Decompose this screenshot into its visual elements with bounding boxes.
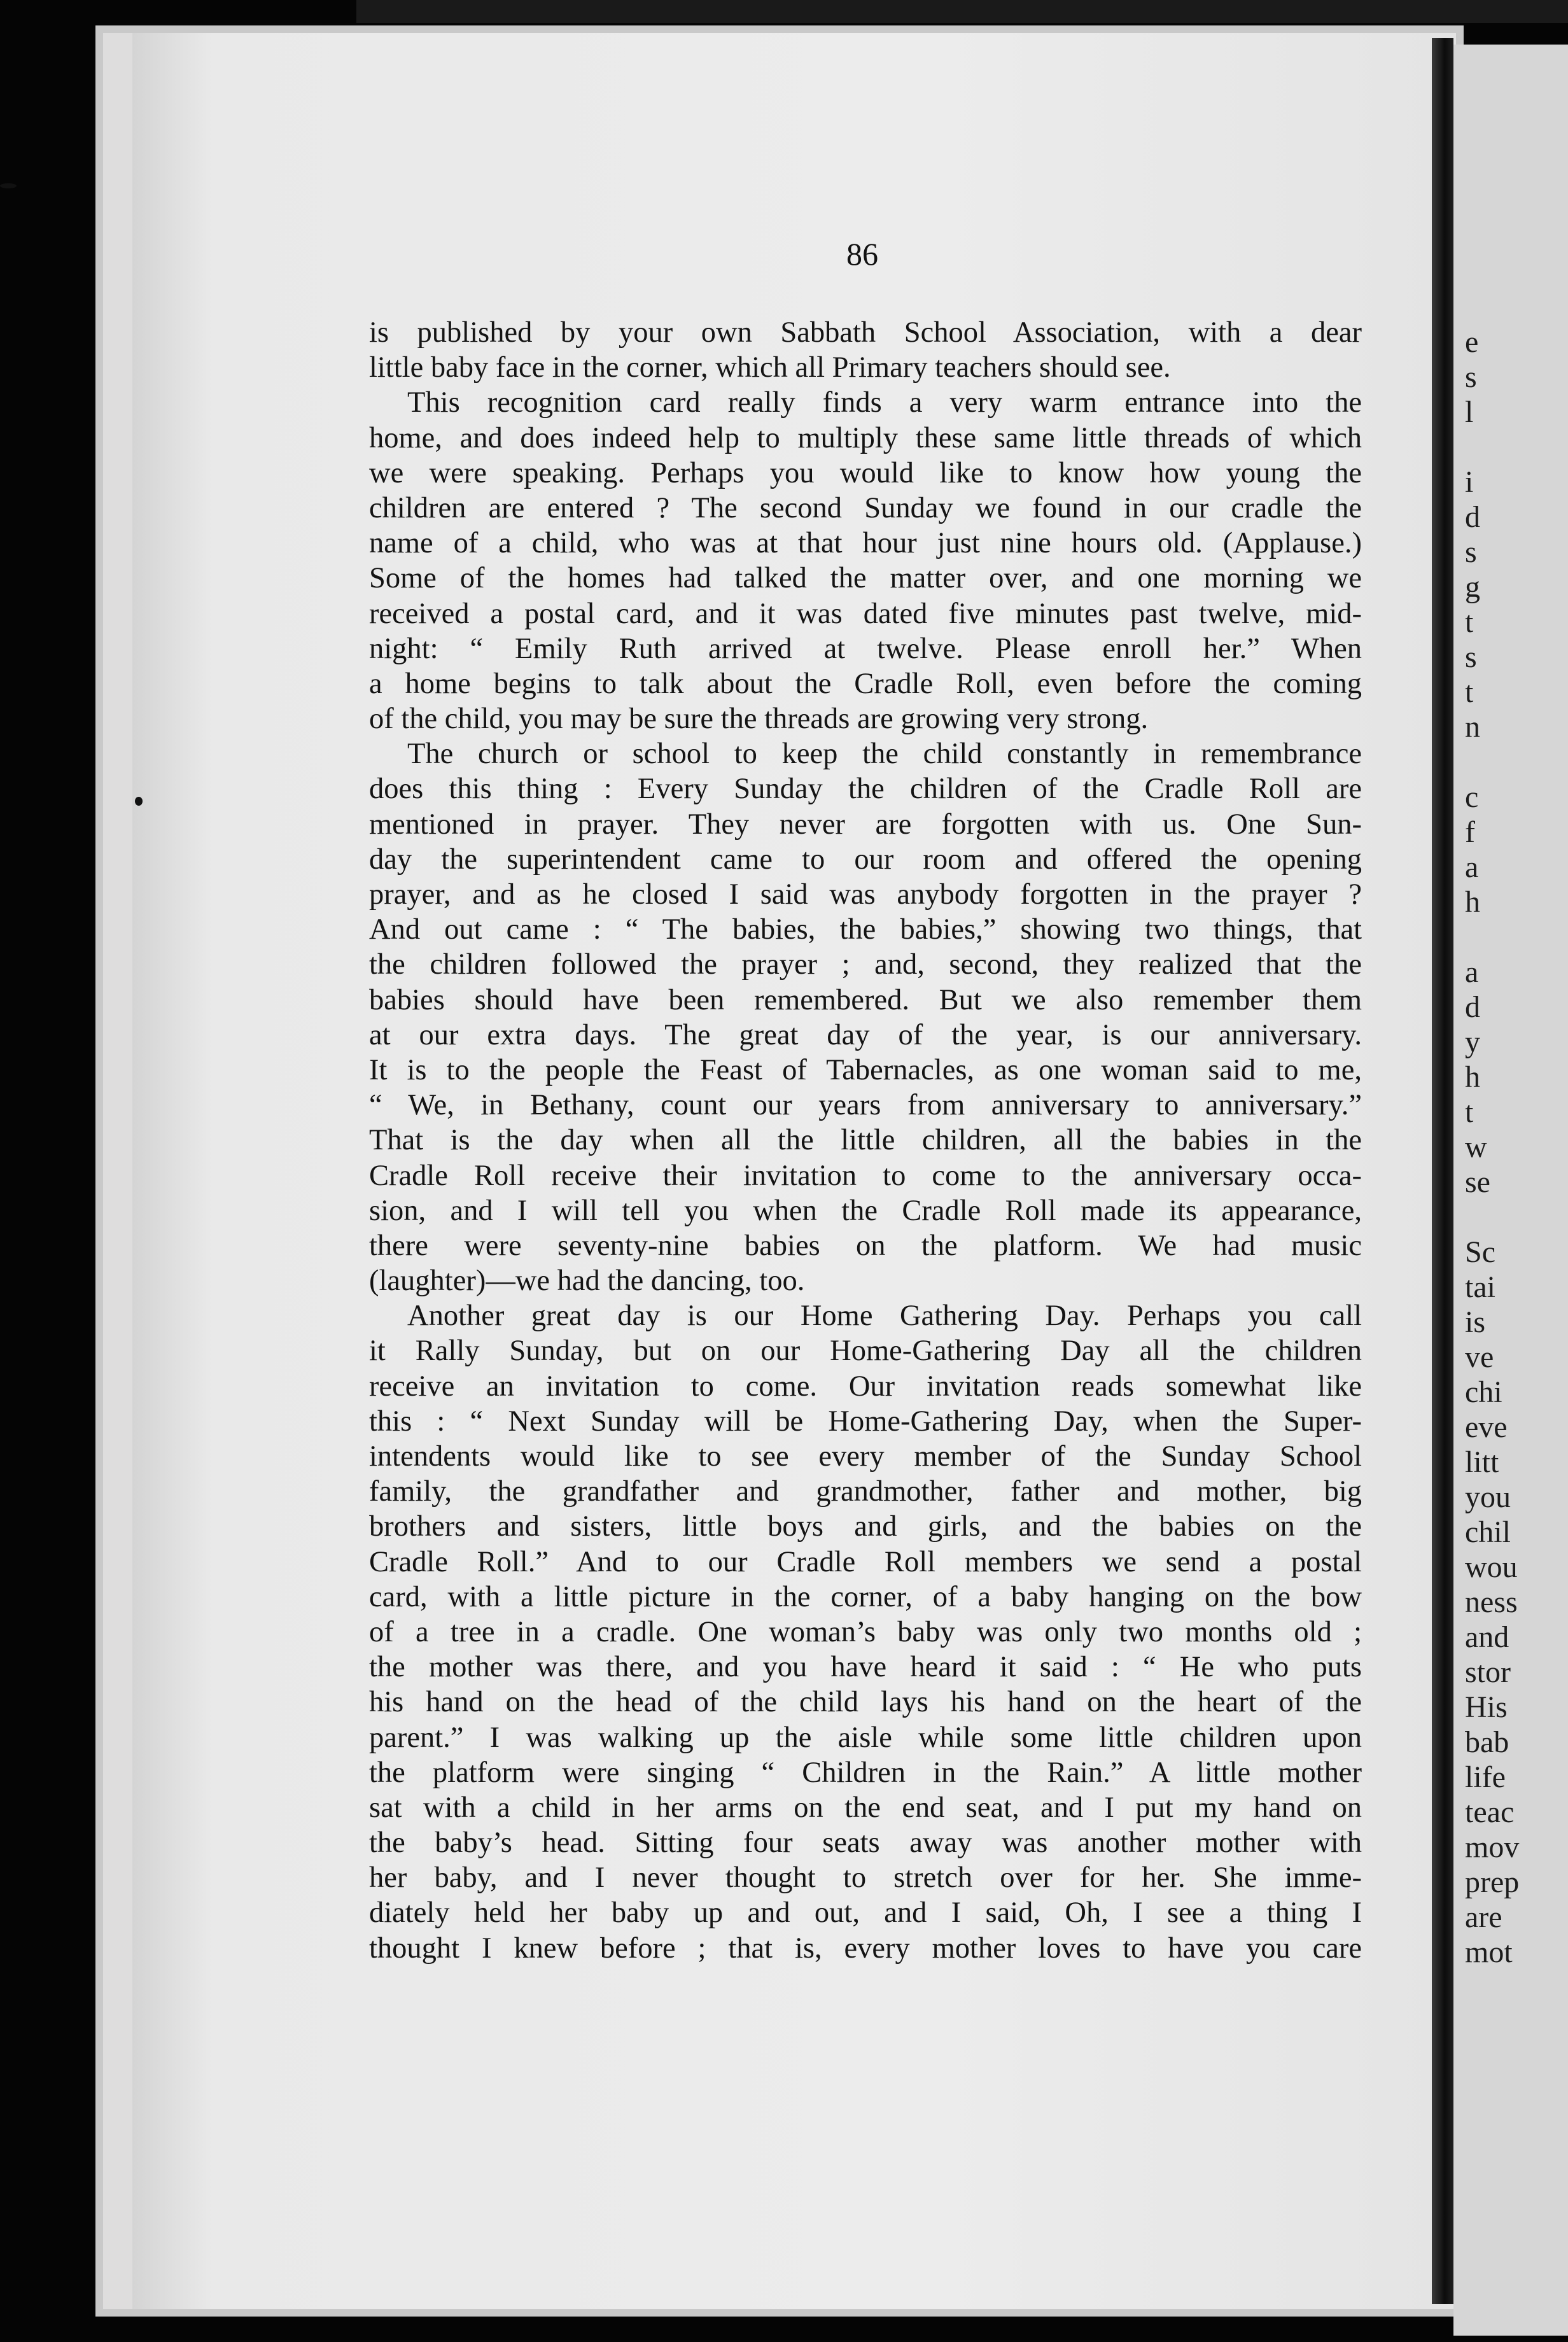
text-line: brothers and sisters, little boys and girls, and the babies on the xyxy=(369,1510,1362,1543)
fragment-line: bab xyxy=(1465,1725,1509,1759)
fragment-line: t xyxy=(1465,1095,1474,1129)
text-line: (laughter)—we had the dancing, too. xyxy=(369,1265,805,1298)
fragment-line: y xyxy=(1465,1025,1480,1059)
fragment-line: d xyxy=(1465,990,1480,1024)
fragment-line: eve xyxy=(1465,1410,1508,1444)
fragment-line: a xyxy=(1465,955,1479,989)
fragment-line: litt xyxy=(1465,1445,1499,1479)
body-text xyxy=(369,315,1362,1966)
fragment-line: f xyxy=(1465,815,1475,849)
text-line: Cradle Roll receive their invitation to come to the anniversary occa- xyxy=(369,1159,1362,1192)
fragment-line: s xyxy=(1465,360,1477,394)
text-line: sion, and I will tell you when the Cradle Roll made its appearance, xyxy=(369,1194,1362,1227)
fragment-line: h xyxy=(1465,885,1480,919)
text-line: the children followed the prayer ; and, second, they realized that the xyxy=(369,948,1362,981)
text-line: this : “ Next Sunday will be Home-Gathering Day, when the Super- xyxy=(369,1405,1362,1438)
fragment-line: w xyxy=(1465,1130,1487,1164)
fragment-line: mot xyxy=(1465,1935,1513,1969)
fragment-line: t xyxy=(1465,675,1474,709)
text-line: of a tree in a cradle. One woman’s baby was only two months old ; xyxy=(369,1615,1362,1648)
text-line: his hand on the head of the child lays his hand on the heart of the xyxy=(369,1686,1362,1719)
text-line: children are entered ? The second Sunday we found in our cradle the xyxy=(369,491,1362,524)
fragment-line: prep xyxy=(1465,1865,1520,1899)
fragment-line: n xyxy=(1465,710,1480,744)
fragment-line: tai xyxy=(1465,1270,1495,1304)
text-line: home, and does indeed help to multiply these same little threads of which xyxy=(369,421,1362,454)
fragment-line: teac xyxy=(1465,1795,1515,1829)
text-line: the mother was there, and you have heard it said : “ He who puts xyxy=(369,1651,1362,1684)
text-line: it Rally Sunday, but on our Home-Gathering Day all the children xyxy=(369,1335,1362,1368)
text-line: we were speaking. Perhaps you would like to know how young the xyxy=(369,456,1362,489)
text-line: babies should have been remembered. But we also remember them xyxy=(369,983,1362,1016)
text-line: That is the day when all the little children, all the babies in the xyxy=(369,1124,1362,1157)
scan-speck xyxy=(135,797,143,806)
fragment-line: life xyxy=(1465,1760,1506,1794)
fragment-line: you xyxy=(1465,1480,1511,1514)
book-gutter xyxy=(1432,38,1453,2304)
fragment-line: g xyxy=(1465,570,1480,604)
fragment-line: a xyxy=(1465,850,1479,884)
fragment-line: s xyxy=(1465,640,1477,674)
text-line: there were seventy-nine babies on the platform. We had music xyxy=(369,1229,1362,1262)
text-line: of the child, you may be sure the threads are growing very strong. xyxy=(369,703,1149,736)
fragment-line: c xyxy=(1465,780,1479,814)
text-line: does this thing : Every Sunday the children of the Cradle Roll are xyxy=(369,773,1362,806)
text-line: a home begins to talk about the Cradle Roll, even before the coming xyxy=(369,667,1362,700)
text-line: card, with a little picture in the corner, of a baby hanging on the bow xyxy=(369,1580,1362,1613)
text-line: the baby’s head. Sitting four seats away was another mother with xyxy=(369,1827,1362,1860)
scan-speck xyxy=(0,183,17,188)
text-line: mentioned in prayer. They never are forgotten with us. One Sun- xyxy=(369,808,1362,841)
fragment-line: d xyxy=(1465,500,1480,534)
text-line: intendents would like to see every member of the Sunday School xyxy=(369,1440,1362,1473)
text-line: receive an invitation to come. Our invitation reads somewhat like xyxy=(369,1370,1362,1403)
text-line: It is to the people the Feast of Tabernacles, as one woman said to me, xyxy=(369,1053,1362,1086)
text-line: received a postal card, and it was dated five minutes past twelve, mid- xyxy=(369,597,1362,630)
text-line: parent.” I was walking up the aisle while some little children upon xyxy=(369,1721,1362,1754)
text-line: sat with a child in her arms on the end seat, and I put my hand on xyxy=(369,1791,1362,1824)
fragment-line: Sc xyxy=(1465,1235,1495,1269)
fragment-line: chil xyxy=(1465,1515,1511,1549)
text-line: And out came : “ The babies, the babies,” showing two things, that xyxy=(369,913,1362,946)
text-line: diately held her baby up and out, and I said, Oh, I see a thing I xyxy=(369,1897,1362,1930)
text-line: This recognition card really finds a very warm entrance into the xyxy=(407,386,1362,419)
text-line: at our extra days. The great day of the year, is our anniversary. xyxy=(369,1018,1362,1051)
text-line: prayer, and as he closed I said was anybody forgotten in the prayer ? xyxy=(369,878,1362,911)
text-line: the platform were singing “ Children in the Rain.” A little mother xyxy=(369,1756,1362,1789)
text-line: Some of the homes had talked the matter over, and one morning we xyxy=(369,562,1362,595)
fragment-line: h xyxy=(1465,1060,1480,1094)
fragment-line: ness xyxy=(1465,1585,1518,1619)
adjacent-page-fragment xyxy=(1453,45,1568,2336)
fragment-line: wou xyxy=(1465,1550,1518,1584)
fragment-line: His xyxy=(1465,1690,1508,1724)
fragment-line: i xyxy=(1465,465,1474,499)
fragment-line: t xyxy=(1465,605,1474,639)
text-line: name of a child, who was at that hour just nine hours old. (Applause.) xyxy=(369,527,1362,560)
text-line: Cradle Roll.” And to our Cradle Roll members we send a postal xyxy=(369,1545,1362,1578)
text-line: thought I knew before ; that is, every mother loves to have you care xyxy=(369,1932,1362,1965)
page-number: 86 xyxy=(846,236,878,272)
fragment-line: stor xyxy=(1465,1655,1511,1689)
text-line: family, the grandfather and grandmother, father and mother, big xyxy=(369,1475,1362,1508)
text-line: night: “ Emily Ruth arrived at twelve. Please enroll her.” When xyxy=(369,632,1362,665)
text-line: The church or school to keep the child constantly in remembrance xyxy=(407,738,1362,771)
text-line: Another great day is our Home Gathering Day. Perhaps you call xyxy=(407,1300,1362,1333)
fragment-line: s xyxy=(1465,535,1477,569)
text-line: “ We, in Bethany, count our years from anniversary to anniversary.” xyxy=(369,1089,1362,1122)
fragment-line: l xyxy=(1465,395,1474,429)
fragment-line: e xyxy=(1465,325,1479,359)
fragment-line: ve xyxy=(1465,1340,1494,1374)
fragment-line: are xyxy=(1465,1900,1502,1934)
text-line: her baby, and I never thought to stretch over for her. She imme- xyxy=(369,1862,1362,1895)
text-line: day the superintendent came to our room and offered the opening xyxy=(369,843,1362,876)
fragment-line: mov xyxy=(1465,1830,1520,1864)
fragment-line: and xyxy=(1465,1620,1509,1654)
fragment-line: is xyxy=(1465,1305,1486,1339)
fragment-line: se xyxy=(1465,1165,1490,1199)
film-edge-top xyxy=(356,0,1568,23)
text-line: little baby face in the corner, which all Primary teachers should see. xyxy=(369,351,1171,384)
fragment-line: chi xyxy=(1465,1375,1502,1409)
text-line: is published by your own Sabbath School Association, with a dear xyxy=(369,316,1362,349)
